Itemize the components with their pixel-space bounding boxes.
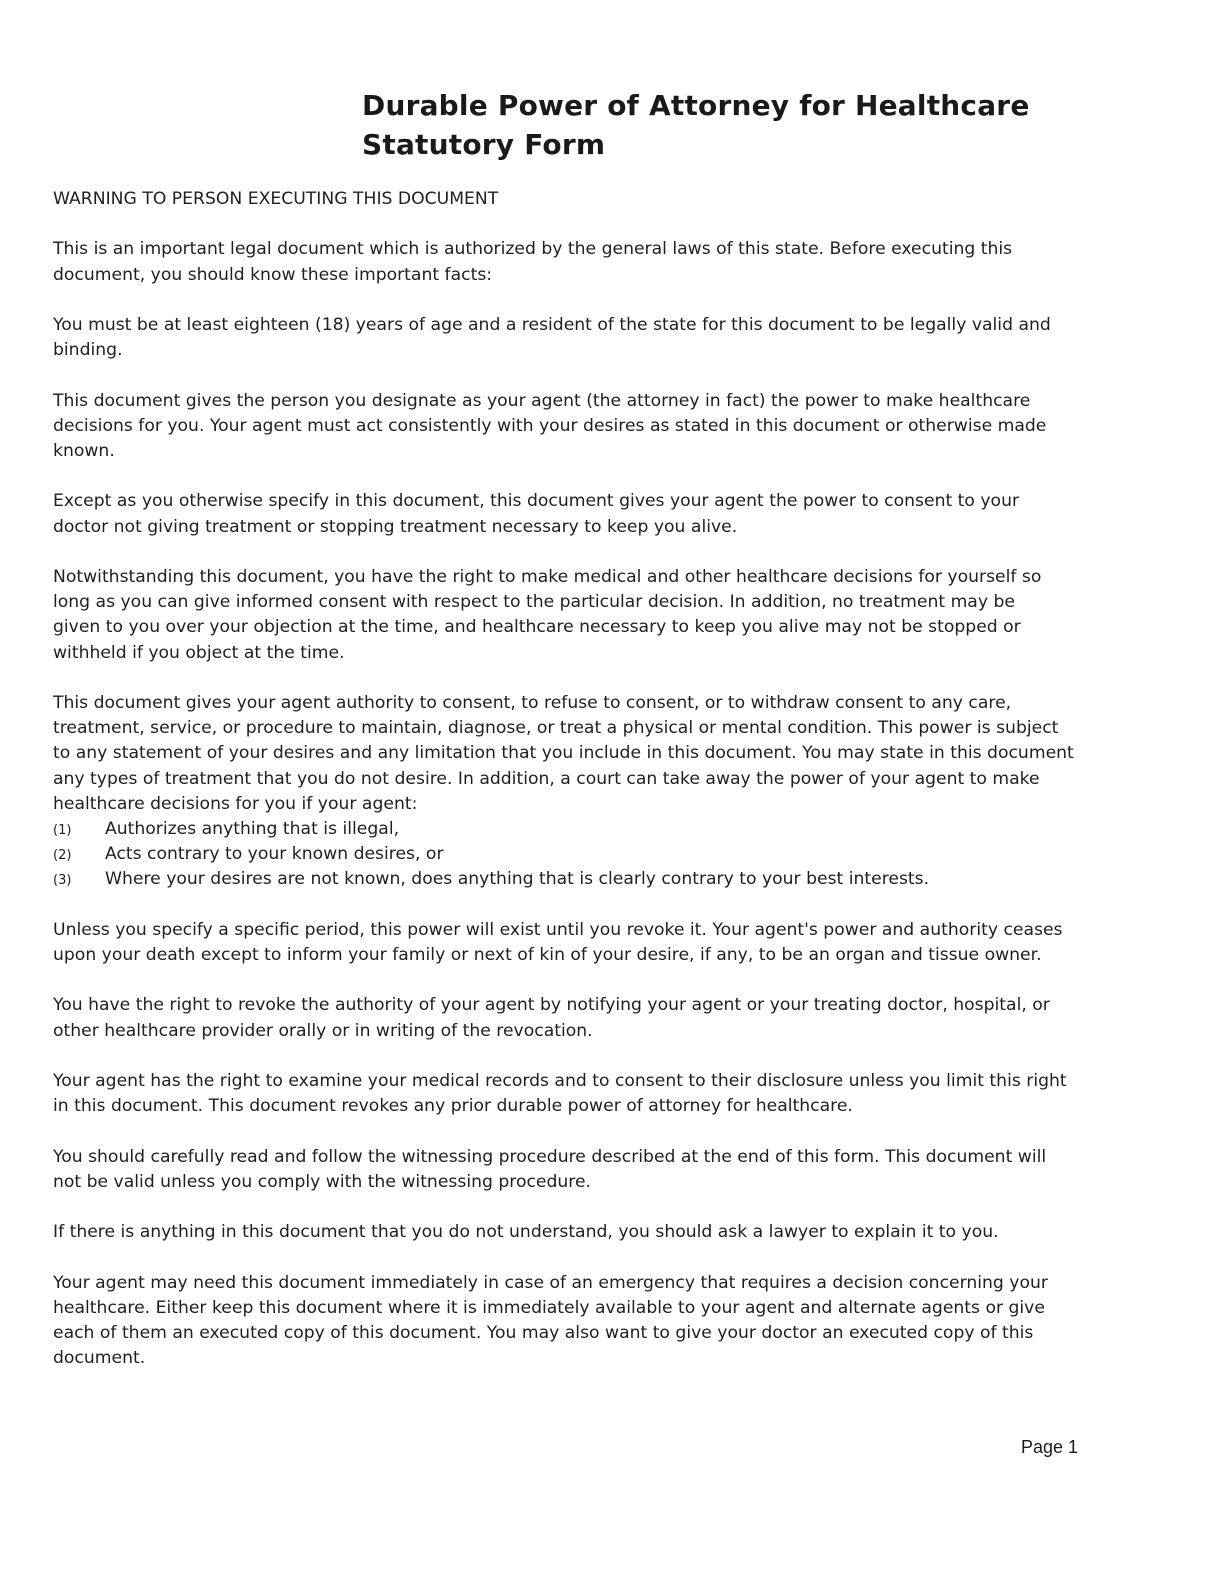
paragraph-line: healthcare. Either keep this document where it is immediately available to your agent and alternate agents or give: [53, 1297, 1045, 1318]
paragraph-line: long as you can give informed consent with respect to the particular decision. In addition, no treatment may be: [53, 592, 1015, 613]
paragraph-line: Your agent may need this document immediately in case of an emergency that requires a decision concerning your: [53, 1272, 1048, 1293]
paragraph-line: given to you over your objection at the time, and healthcare necessary to keep you alive may not be stopped or: [53, 617, 1021, 638]
paragraph-line: in this document. This document revokes any prior durable power of attorney for healthcare.: [53, 1096, 853, 1117]
paragraph-line: binding.: [53, 340, 123, 361]
paragraph-line: Except as you otherwise specify in this document, this document gives your agent the power to consent to your: [53, 491, 1020, 512]
conditions-list: [53, 817, 1193, 893]
paragraph-line: treatment, service, or procedure to maintain, diagnose, or treat a physical or mental condition. This power is subject: [53, 718, 1059, 739]
paragraph-line: each of them an executed copy of this document. You may also want to give your doctor an executed copy of this: [53, 1322, 1034, 1343]
list-item-text: Where your desires are not known, does anything that is clearly contrary to your best interests.: [105, 869, 930, 890]
list-item-number: (2): [53, 848, 72, 864]
paragraph-revocation: [53, 993, 1193, 1043]
list-item-number: (1): [53, 822, 72, 838]
paragraph-line: other healthcare provider orally or in writing of the revocation.: [53, 1020, 593, 1041]
paragraph-line: decisions for you. Your agent must act consistently with your desires as stated in this document or otherwise made: [53, 415, 1047, 436]
paragraph-legal-document: [53, 237, 1193, 287]
paragraph-agent-authority: [53, 691, 1193, 817]
paragraph-line: You have the right to revoke the authority of your agent by notifying your agent or your treating doctor, hospital, or: [53, 995, 1050, 1016]
paragraph-line: You must be at least eighteen (18) years of age and a resident of the state for this document to be legally valid and: [53, 314, 1051, 335]
paragraph-line: This is an important legal document which is authorized by the general laws of this state. Before executing this: [53, 239, 1013, 260]
paragraph-line: document.: [53, 1348, 146, 1369]
title-line-1: Durable Power of Attorney for Healthcare: [362, 89, 1030, 122]
list-item: [53, 842, 1193, 867]
paragraph-line: document, you should know these important facts:: [53, 264, 493, 285]
list-item: [53, 867, 1193, 892]
document-title: [362, 86, 1122, 164]
title-line-2: Statutory Form: [362, 128, 606, 161]
paragraph-line: If there is anything in this document that you do not understand, you should ask a lawyer to explain it to you.: [53, 1222, 999, 1243]
paragraph-line: to any statement of your desires and any limitation that you include in this document. You may state in this document: [53, 743, 1074, 764]
paragraph-line: doctor not giving treatment or stopping treatment necessary to keep you alive.: [53, 516, 738, 537]
paragraph-line: known.: [53, 440, 115, 461]
list-item-text: Authorizes anything that is illegal,: [105, 818, 400, 839]
paragraph-ask-lawyer: [53, 1220, 1193, 1245]
list-item-number: (3): [53, 873, 72, 889]
list-item-text: Acts contrary to your known desires, or: [105, 844, 444, 865]
paragraph-line: This document gives the person you designate as your agent (the attorney in fact) the power to make healthcare: [53, 390, 1031, 411]
paragraph-medical-records: [53, 1069, 1193, 1119]
paragraph-your-rights: [53, 565, 1193, 666]
list-item: [53, 817, 1193, 842]
paragraph-line: any types of treatment that you do not desire. In addition, a court can take away the power of your agent to make: [53, 768, 1040, 789]
paragraph-consent-power: [53, 489, 1193, 539]
paragraph-age-requirement: [53, 313, 1193, 363]
paragraph-agent-designation: [53, 389, 1193, 465]
paragraph-line: Unless you specify a specific period, this power will exist until you revoke it. Your agent's power and authority ceases: [53, 919, 1063, 940]
warning-heading: WARNING TO PERSON EXECUTING THIS DOCUMENT: [53, 189, 499, 209]
paragraph-line: This document gives your agent authority to consent, to refuse to consent, or to withdraw consent to any care,: [53, 692, 1012, 713]
document-body: [53, 187, 1193, 1397]
paragraph-line: not be valid unless you comply with the witnessing procedure.: [53, 1171, 592, 1192]
paragraph-line: healthcare decisions for you if your agent:: [53, 793, 418, 814]
paragraph-duration: [53, 918, 1193, 968]
paragraph-line: You should carefully read and follow the witnessing procedure described at the end of this form. This document will: [53, 1146, 1047, 1167]
paragraph-line: Notwithstanding this document, you have the right to make medical and other healthcare decisions for yourself so: [53, 566, 1042, 587]
paragraph-witnessing: [53, 1145, 1193, 1195]
page-number: Page 1: [1021, 1437, 1079, 1457]
paragraph-line: Your agent has the right to examine your medical records and to consent to their disclosure unless you limit this right: [53, 1070, 1067, 1091]
paragraph-line: withheld if you object at the time.: [53, 642, 345, 663]
paragraph-line: upon your death except to inform your family or next of kin of your desire, if any, to be an organ and tissue owner.: [53, 944, 1042, 965]
paragraph-emergency: [53, 1271, 1193, 1372]
